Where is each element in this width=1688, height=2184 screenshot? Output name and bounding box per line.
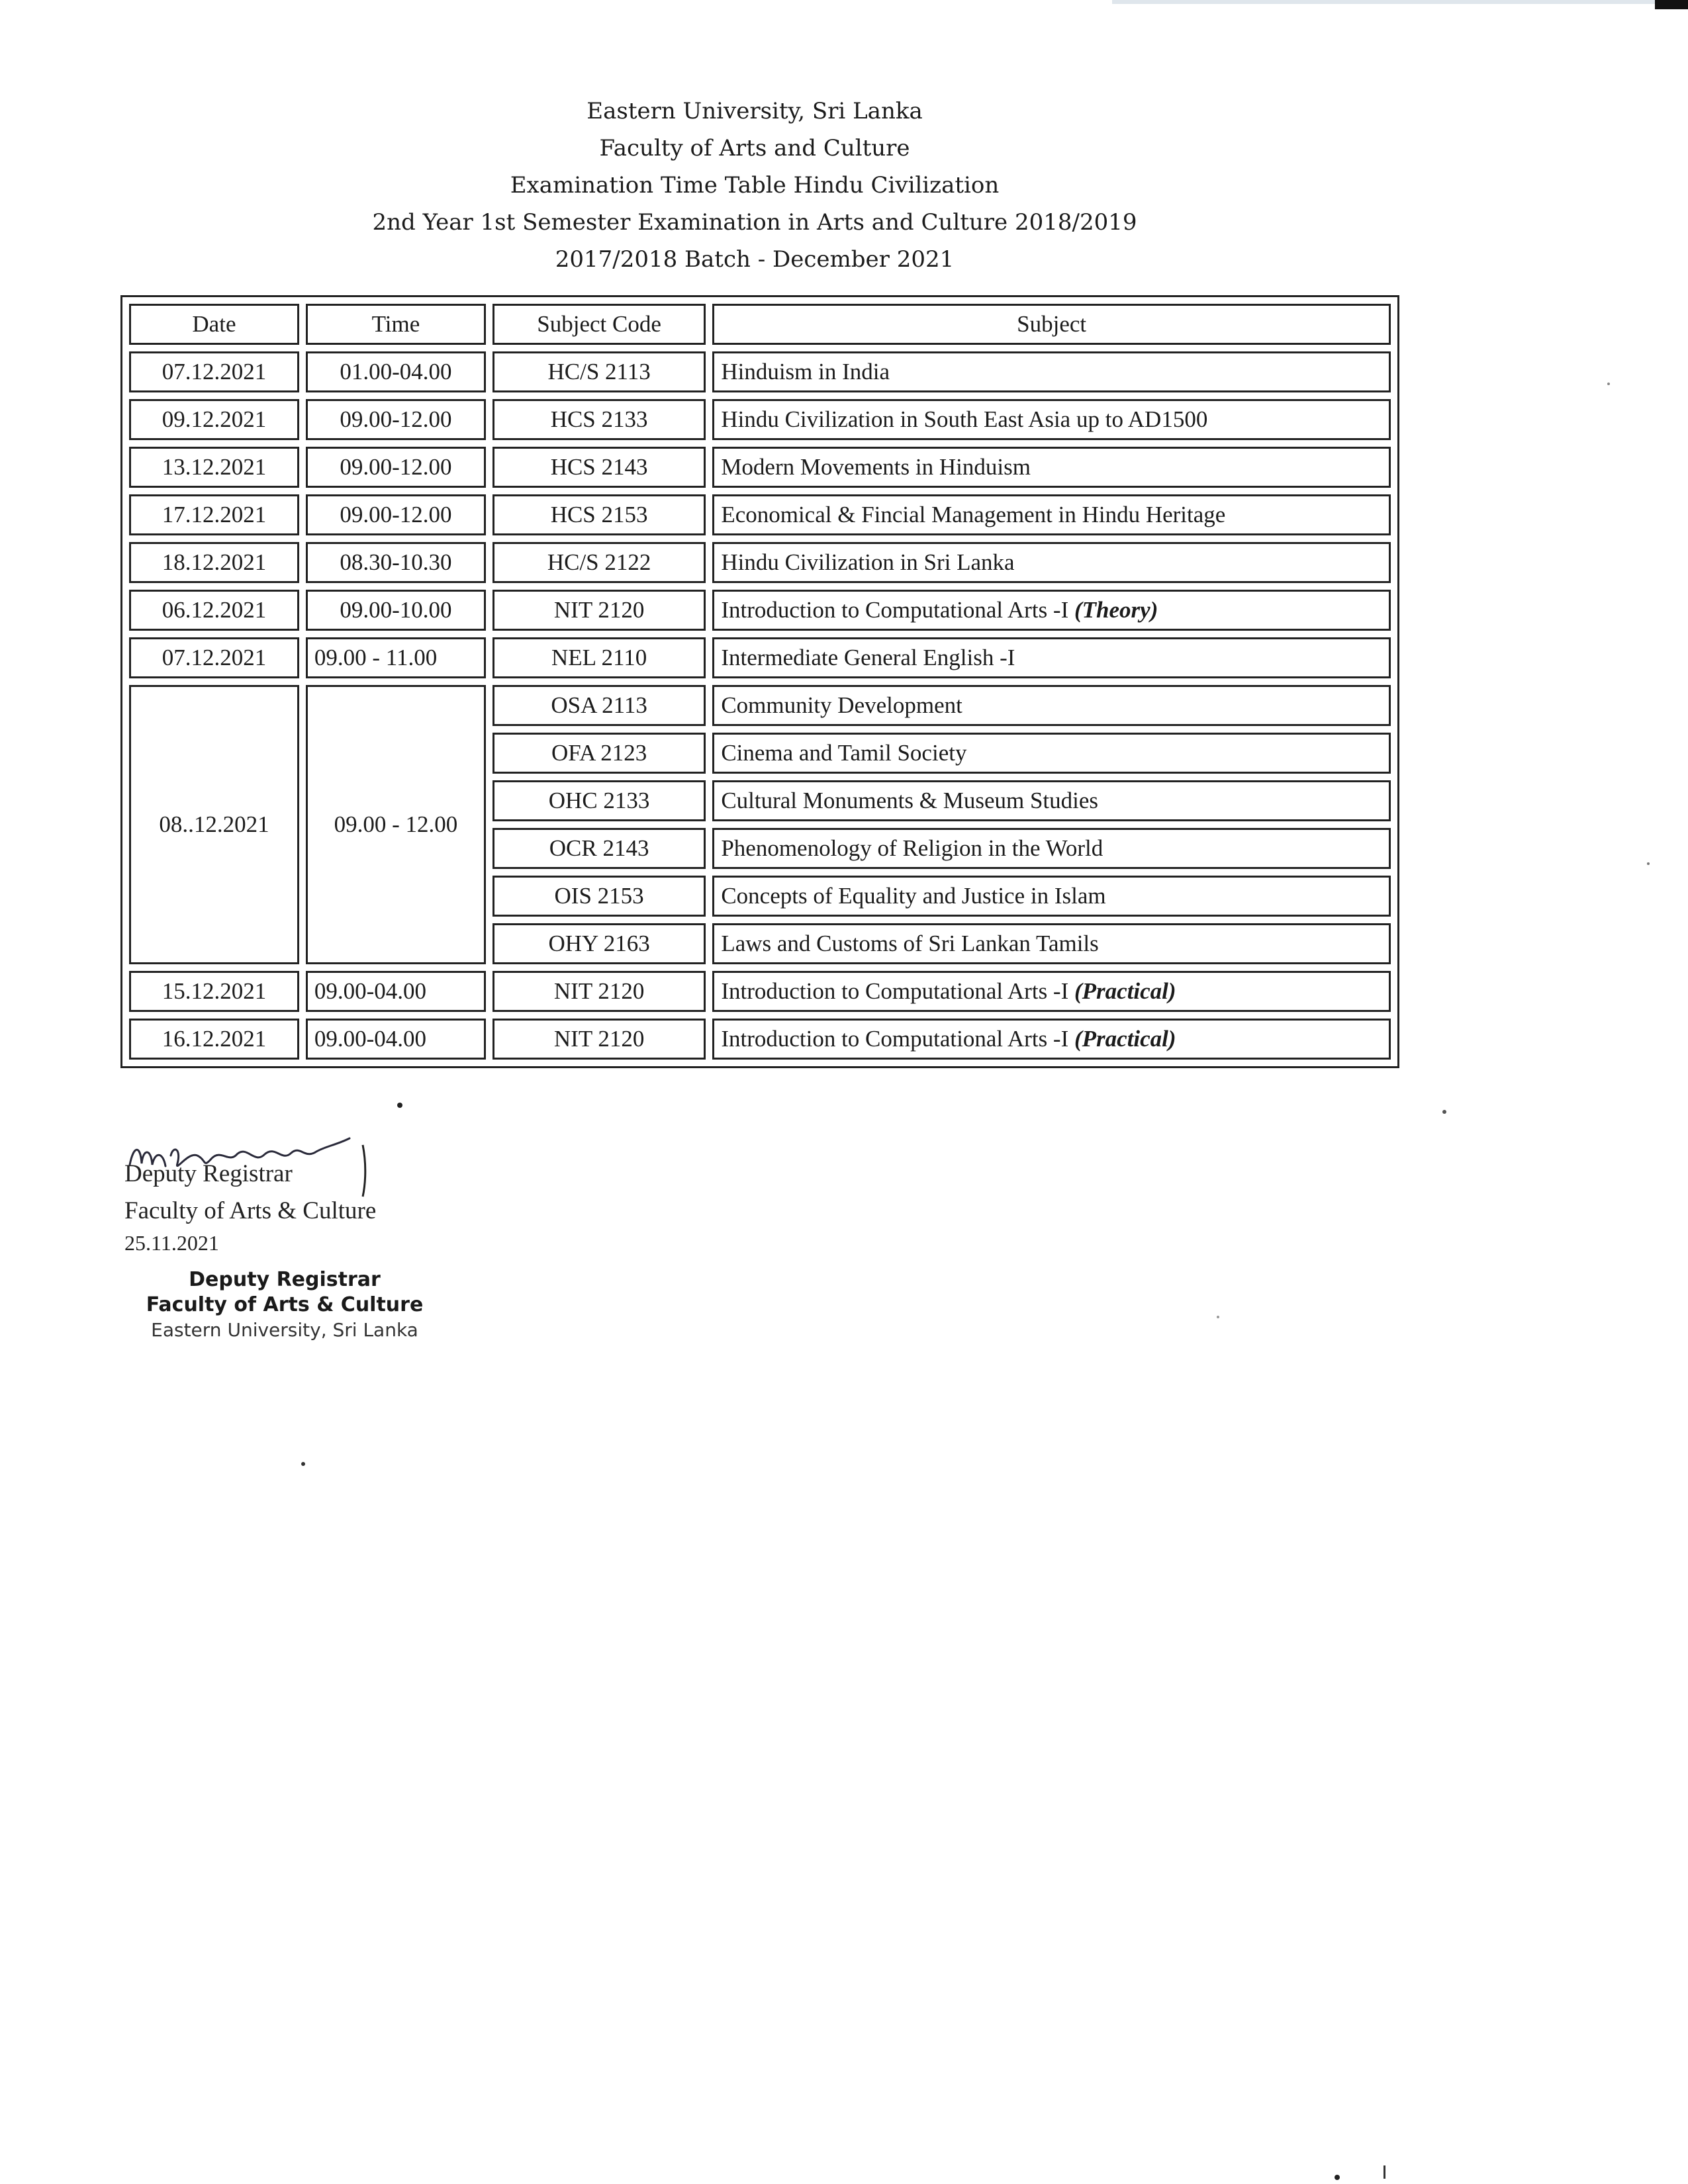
code-cell: NIT 2120 [492, 1019, 706, 1060]
code-cell: OSA 2113 [492, 685, 706, 726]
column-header-date: Date [129, 304, 299, 345]
subject-text: Laws and Customs of Sri Lankan Tamils [721, 931, 1099, 956]
exam-mode-note: (Theory) [1074, 597, 1158, 623]
subject-text: Community Development [721, 692, 962, 718]
timetable-title: Examination Time Table Hindu Civilization [510, 172, 1000, 199]
table-row [129, 494, 1391, 535]
date-cell: 16.12.2021 [129, 1019, 299, 1060]
subject-cell [712, 590, 1391, 631]
subject-cell [712, 828, 1391, 869]
subject-text: Hindu Civilization in Sri Lanka [721, 549, 1015, 575]
subject-text: Cultural Monuments & Museum Studies [721, 788, 1099, 813]
time-cell: 09.00-10.00 [306, 590, 486, 631]
column-header-subject-code: Subject Code [492, 304, 706, 345]
subject-cell [712, 637, 1391, 678]
subject-text: Modern Movements in Hinduism [721, 454, 1031, 480]
table-header-row [129, 304, 1391, 345]
column-header-subject: Subject [712, 304, 1391, 345]
date-cell: 07.12.2021 [129, 637, 299, 678]
date-cell: 15.12.2021 [129, 971, 299, 1012]
subject-text: Phenomenology of Religion in the World [721, 835, 1103, 861]
exam-mode-note: (Practical) [1074, 978, 1176, 1004]
date-cell: 06.12.2021 [129, 590, 299, 631]
examination-name: 2nd Year 1st Semester Examination in Arts and Culture 2018/2019 [372, 209, 1137, 236]
table-row-group [129, 685, 1391, 726]
time-cell: 09.00-12.00 [306, 399, 486, 440]
subject-text: Concepts of Equality and Justice in Islam [721, 883, 1106, 909]
subject-cell [712, 780, 1391, 821]
date-cell: 13.12.2021 [129, 447, 299, 488]
subject-text: Hinduism in India [721, 359, 890, 385]
code-cell: HC/S 2113 [492, 351, 706, 392]
subject-cell [712, 733, 1391, 774]
group-time-cell: 09.00 - 12.00 [306, 685, 486, 964]
code-cell: HCS 2143 [492, 447, 706, 488]
timetable-container [120, 295, 1399, 1068]
time-cell: 09.00-12.00 [306, 494, 486, 535]
table-row [129, 399, 1391, 440]
table-row [129, 351, 1391, 392]
exam-timetable [120, 295, 1399, 1068]
subject-cell [712, 876, 1391, 917]
subject-cell [712, 542, 1391, 583]
subject-cell [712, 923, 1391, 964]
time-cell: 08.30-10.30 [306, 542, 486, 583]
code-cell: OHY 2163 [492, 923, 706, 964]
subject-text: Hindu Civilization in South East Asia up to AD1500 [721, 406, 1208, 432]
code-cell: HCS 2133 [492, 399, 706, 440]
code-cell: HCS 2153 [492, 494, 706, 535]
subject-text: Intermediate General English -I [721, 645, 1015, 670]
batch-info: 2017/2018 Batch - December 2021 [555, 246, 955, 273]
table-row [129, 542, 1391, 583]
subject-cell [712, 1019, 1391, 1060]
group-date-cell: 08..12.2021 [129, 685, 299, 964]
signature-date: 25.11.2021 [124, 1231, 219, 1255]
time-cell: 09.00-12.00 [306, 447, 486, 488]
date-cell: 09.12.2021 [129, 399, 299, 440]
code-cell: OHC 2133 [492, 780, 706, 821]
subject-text: Introduction to Computational Arts -I [721, 597, 1074, 623]
code-cell: NIT 2120 [492, 971, 706, 1012]
stamp-faculty: Faculty of Arts & Culture [146, 1293, 424, 1316]
subject-cell [712, 399, 1391, 440]
subject-cell [712, 351, 1391, 392]
subject-cell [712, 494, 1391, 535]
faculty-name: Faculty of Arts and Culture [599, 135, 910, 161]
table-row [129, 637, 1391, 678]
subject-text: Economical & Fincial Management in Hindu Heritage [721, 502, 1226, 527]
date-cell: 18.12.2021 [129, 542, 299, 583]
document-header [0, 93, 1509, 278]
signatory-faculty: Faculty of Arts & Culture [124, 1197, 377, 1224]
code-cell: OCR 2143 [492, 828, 706, 869]
subject-cell [712, 447, 1391, 488]
scan-edge-mark [1112, 0, 1668, 4]
code-cell: HC/S 2122 [492, 542, 706, 583]
signatory-title: Deputy Registrar [124, 1160, 293, 1187]
column-header-time: Time [306, 304, 486, 345]
official-stamp [99, 1267, 470, 1343]
time-cell: 01.00-04.00 [306, 351, 486, 392]
exam-mode-note: (Practical) [1074, 1026, 1176, 1052]
code-cell: OIS 2153 [492, 876, 706, 917]
time-cell: 09.00 - 11.00 [306, 637, 486, 678]
time-cell: 09.00-04.00 [306, 971, 486, 1012]
subject-cell [712, 971, 1391, 1012]
university-name: Eastern University, Sri Lanka [586, 98, 923, 124]
code-cell: NEL 2110 [492, 637, 706, 678]
table-row [129, 447, 1391, 488]
stamp-university: Eastern University, Sri Lanka [151, 1319, 418, 1341]
subject-text: Introduction to Computational Arts -I [721, 978, 1074, 1004]
time-cell: 09.00-04.00 [306, 1019, 486, 1060]
code-cell: NIT 2120 [492, 590, 706, 631]
scan-corner-mark [1655, 0, 1688, 9]
table-row [129, 590, 1391, 631]
table-row [129, 1019, 1391, 1060]
subject-cell [712, 685, 1391, 726]
date-cell: 07.12.2021 [129, 351, 299, 392]
table-row [129, 971, 1391, 1012]
subject-text: Introduction to Computational Arts -I [721, 1026, 1074, 1052]
stamp-title: Deputy Registrar [189, 1268, 381, 1291]
code-cell: OFA 2123 [492, 733, 706, 774]
date-cell: 17.12.2021 [129, 494, 299, 535]
subject-text: Cinema and Tamil Society [721, 740, 967, 766]
